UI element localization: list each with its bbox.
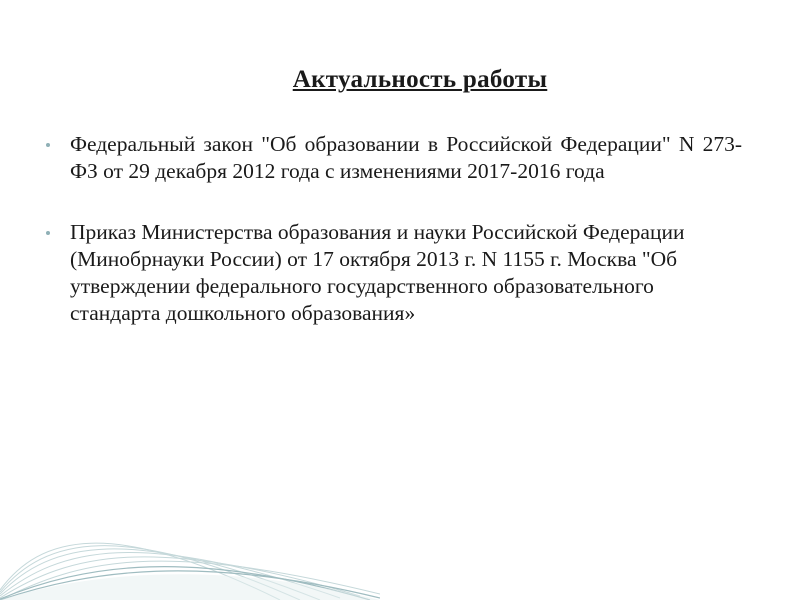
bullet-item xyxy=(44,219,742,327)
decorative-wave-lines xyxy=(0,490,380,600)
bullet-dot-icon xyxy=(46,231,50,235)
bullet-dot-icon xyxy=(46,143,50,147)
bullet-text: Федеральный закон "Об образовании в Российской Федерации" N 273-ФЗ от 29 декабря 2012 года с изменениями 2017-2016 года xyxy=(70,132,742,183)
bullet-list xyxy=(44,131,742,327)
slide-title: Актуальность работы xyxy=(292,66,548,93)
bullet-item xyxy=(44,131,742,185)
bullet-text: Приказ Министерства образования и науки Российской Федерации (Минобрнауки России) от 17 октября 2013 г. N 1155 г. Москва "Об утверждении федерального государственного образовательного стандарта дошкольного образования» xyxy=(70,220,685,325)
